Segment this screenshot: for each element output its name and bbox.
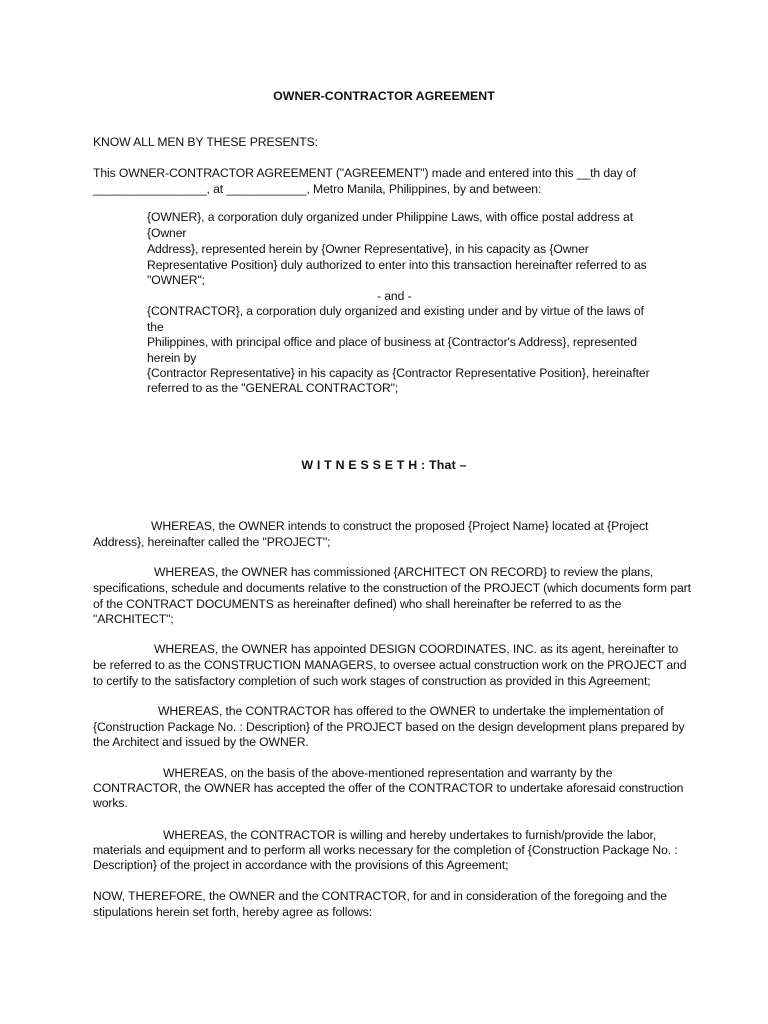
whereas-3-line-2: be referred to as the CONSTRUCTION MANAGERS, to oversee actual construction work on the PROJECT and [93, 658, 687, 672]
owner-line-5: "OWNER"; [147, 273, 205, 287]
whereas-5-line-3: works. [93, 796, 128, 810]
and-separator: - and - [377, 289, 412, 303]
now-therefore-line-1: NOW, THEREFORE, the OWNER and the CONTRACTOR, for and in consideration of the foregoing and the [93, 889, 667, 903]
whereas-2-line-4: "ARCHITECT"; [93, 612, 174, 626]
whereas-1-line-1: WHEREAS, the OWNER intends to construct the proposed {Project Name} located at {Project [151, 519, 649, 533]
whereas-5-line-1: WHEREAS, on the basis of the above-mentioned representation and warranty by the [163, 766, 613, 780]
contractor-line-4: herein by [147, 351, 197, 365]
whereas-6-line-3: Description} of the project in accordance with the provisions of this Agreement; [93, 858, 509, 872]
whereas-6-line-1: WHEREAS, the CONTRACTOR is willing and hereby undertakes to furnish/provide the labor, [163, 828, 657, 842]
whereas-4-line-1: WHEREAS, the CONTRACTOR has offered to the OWNER to undertake the implementation of [158, 704, 664, 718]
now-therefore-line-2: stipulations herein set forth, hereby agree as follows: [93, 905, 373, 919]
owner-line-3: Address}, represented herein by {Owner Representative}, in his capacity as {Owner [147, 242, 589, 256]
whereas-2-line-1: WHEREAS, the OWNER has commissioned {ARCHITECT ON RECORD} to review the plans, [154, 565, 654, 579]
whereas-3-line-1: WHEREAS, the OWNER has appointed DESIGN COORDINATES, INC. as its agent, hereinafter to [154, 642, 679, 656]
whereas-4-line-3: the Architect and issued by the OWNER. [93, 735, 309, 749]
owner-line-1: {OWNER}, a corporation duly organized under Philippine Laws, with office postal address at [147, 210, 633, 224]
whereas-3-line-3: to certify to the satisfactory completion of such work stages of construction as provided in this Agreement; [93, 674, 651, 688]
know-all-heading: KNOW ALL MEN BY THESE PRESENTS: [93, 135, 318, 149]
contractor-line-6: referred to as the "GENERAL CONTRACTOR"; [147, 381, 399, 395]
contractor-line-5: {Contractor Representative} in his capacity as {Contractor Representative Position}, hereinafter [147, 366, 650, 380]
witnesseth-heading: W I T N E S S E T H : That – [301, 458, 467, 472]
document-title: OWNER-CONTRACTOR AGREEMENT [273, 89, 495, 103]
contractor-line-3: Philippines, with principal office and place of business at {Contractor's Address}, represented [147, 335, 637, 349]
intro-line-2: _________________, at ____________, Metro Manila, Philippines, by and between: [93, 182, 542, 196]
owner-line-4: Representative Position} duly authorized to enter into this transaction hereinafter referred to as [147, 258, 647, 272]
whereas-4-line-2: {Construction Package No. : Description} of the PROJECT based on the design development plans prepared by [93, 720, 685, 734]
whereas-1-line-2: Address}, hereinafter called the "PROJECT"; [93, 535, 331, 549]
contractor-line-2: the [147, 320, 164, 334]
whereas-2-line-3: of the CONTRACT DOCUMENTS as hereinafter defined) who shall hereinafter be referred to as the [93, 597, 622, 611]
contractor-line-1: {CONTRACTOR}, a corporation duly organized and existing under and by virtue of the laws of [147, 304, 644, 318]
whereas-6-line-2: materials and equipment and to perform all works necessary for the completion of {Construction Package No. : [93, 843, 678, 857]
whereas-2-line-2: specifications, schedule and documents relative to the construction of the PROJECT (which documents form part [93, 581, 691, 595]
owner-line-2: {Owner [147, 226, 187, 240]
intro-line-1: This OWNER-CONTRACTOR AGREEMENT ("AGREEMENT") made and entered into this __th day of [93, 166, 636, 180]
whereas-5-line-2: CONTRACTOR, the OWNER has accepted the offer of the CONTRACTOR to undertake aforesaid construction [93, 781, 684, 795]
